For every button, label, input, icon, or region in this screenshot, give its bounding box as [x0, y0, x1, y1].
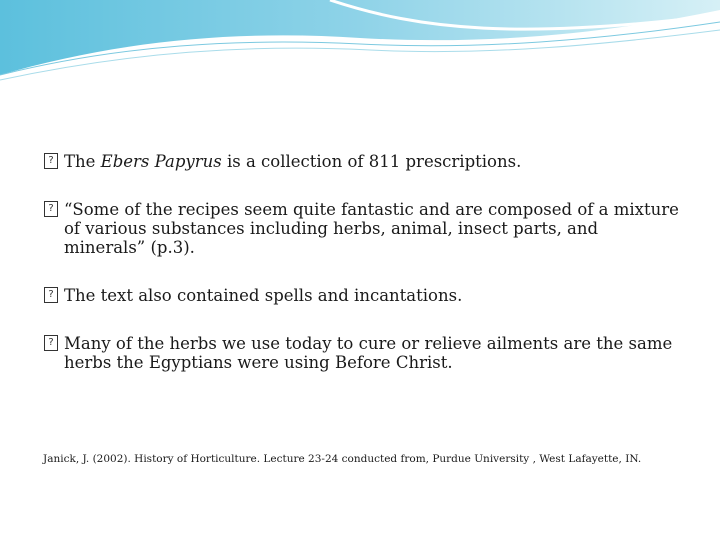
bullet-text: The text also contained spells and incantations. [64, 286, 463, 305]
bullet-list [44, 152, 684, 401]
bullet-text: is a collection of 811 prescriptions. [221, 152, 522, 171]
header-wave-decoration [0, 0, 720, 90]
bullet-marker-icon: ? [44, 153, 58, 169]
citation: Janick, J. (2002). History of Horticulture. Lecture 23-24 conducted from, Purdue University , West Lafayette, IN. [43, 453, 642, 465]
bullet-text: Many of the herbs we use today to cure or relieve ailments are the same herbs the Egyptians were using Before Christ. [64, 334, 673, 372]
bullet-item-recipes-quote [44, 200, 684, 257]
bullet-marker-icon: ? [44, 201, 58, 217]
bullet-text: “Some of the recipes seem quite fantastic and are composed of a mixture of various substances including herbs, animal, insect parts, and minerals” (p.3). [64, 200, 679, 257]
bullet-item-spells [44, 286, 684, 305]
bullet-item-ebers-papyrus [44, 152, 684, 171]
bullet-text: The [64, 152, 101, 171]
bullet-marker-icon: ? [44, 335, 58, 351]
bullet-marker-icon: ? [44, 287, 58, 303]
bullet-item-herbs [44, 334, 684, 372]
bullet-emphasis: Ebers Papyrus [100, 152, 222, 171]
